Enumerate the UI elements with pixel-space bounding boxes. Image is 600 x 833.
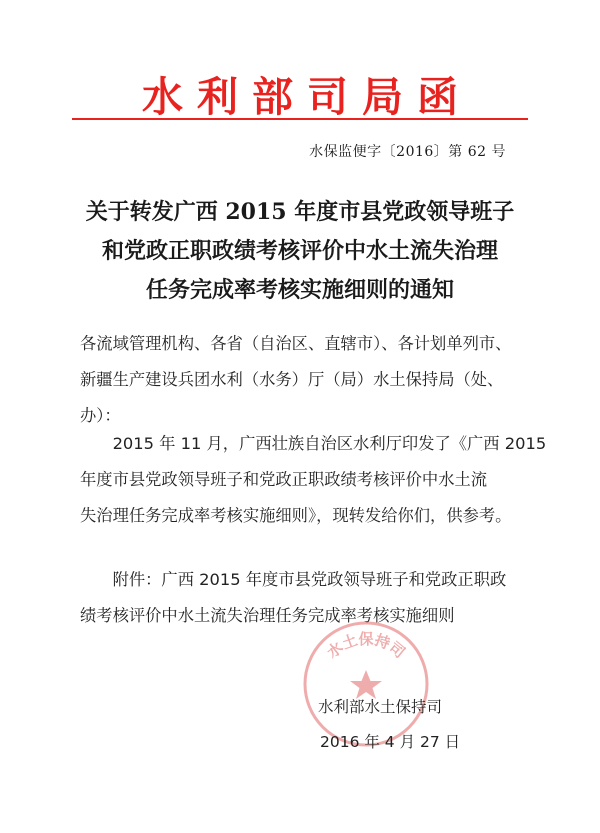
seal-text: 水土保持司 [323, 630, 409, 662]
paragraph-line: 失治理任务完成率考核实施细则》，现转发给你们，供参考。 [80, 506, 512, 525]
recipients-line: 各流域管理机构、各省（自治区、直辖市）、各计划单列市、 [80, 334, 512, 353]
letterhead-title: 水利部司局函 [142, 73, 472, 121]
paragraph-line: 年度市县党政领导班子和党政正职政绩考核评价中水土流 [80, 470, 488, 489]
title-line: 关于转发广西 2015 年度市县党政领导班子 [85, 199, 515, 225]
signature-org: 水利部水土保持司 [318, 698, 443, 716]
recipients-line: 新疆生产建设兵团水利（水务）厅（局）水土保持局（处、 [80, 370, 504, 389]
document-title [60, 193, 540, 310]
letterhead-divider [72, 118, 528, 120]
attachment-line: 绩考核评价中水土流失治理任务完成率考核实施细则 [80, 606, 455, 625]
recipients-line: 办）： [80, 406, 121, 425]
document-number: 水保监便字〔2016〕第 62 号 [309, 144, 506, 160]
title-line: 任务完成率考核实施细则的通知 [145, 277, 454, 303]
title-line: 和党政正职政绩考核评价中水土流失治理 [101, 238, 498, 264]
attachment-line: 附件：广西 2015 年度市县党政领导班子和党政正职政 [80, 570, 507, 589]
signature-date: 2016 年 4 月 27 日 [320, 733, 461, 751]
recipients [80, 326, 530, 434]
signature-block [318, 690, 460, 760]
body-paragraph [80, 426, 547, 534]
paragraph-line: 2015 年 11 月，广西壮族自治区水利厅印发了《广西 2015 [80, 434, 547, 453]
